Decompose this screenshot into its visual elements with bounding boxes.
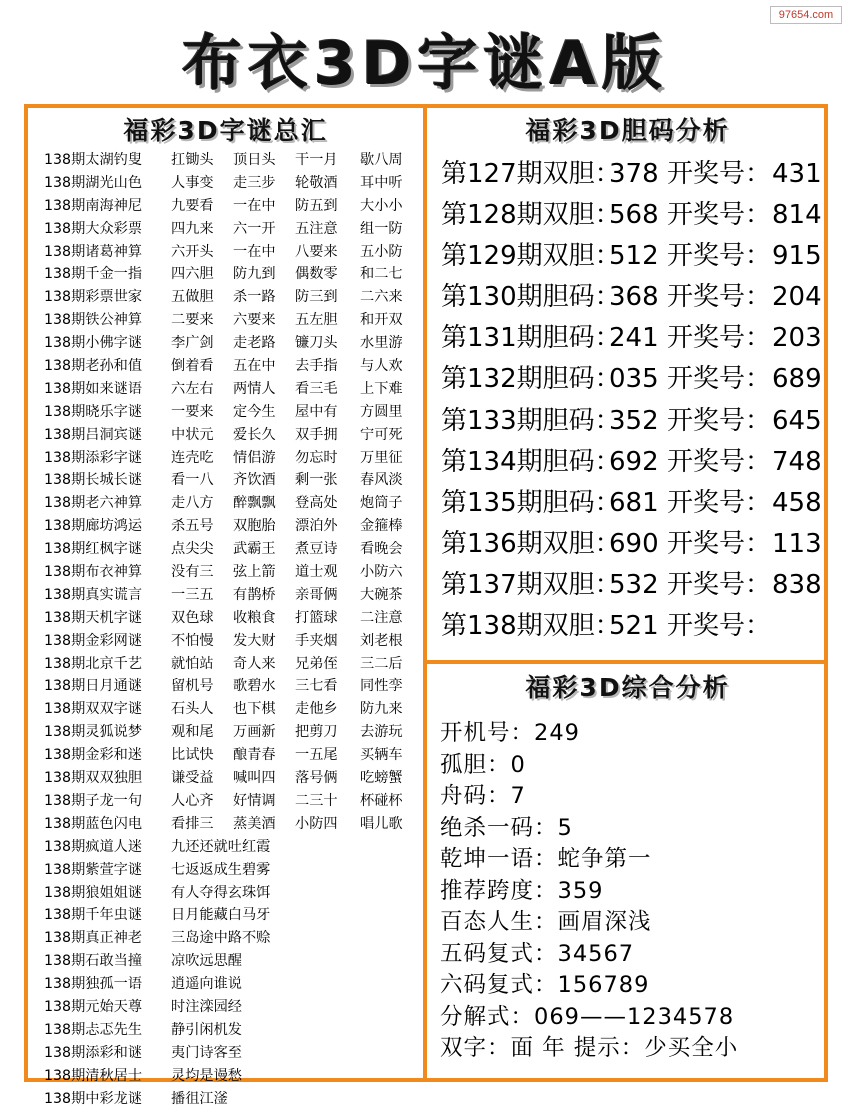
comprehensive-list (440, 718, 825, 1065)
riddle-clue: 定今生 (233, 403, 276, 420)
riddle-source: 138期湖光山色 (44, 174, 143, 191)
riddle-clue: 落号俩 (295, 770, 338, 787)
riddle-clue: 偶数零 (295, 266, 338, 283)
analysis-line: 乾坤一语：蛇争第一 (440, 846, 652, 872)
danma-value: 532 (609, 569, 659, 600)
riddle-source: 138期长城长谜 (44, 472, 143, 489)
riddle-source: 138期老孙和值 (44, 358, 143, 375)
analysis-line: 六码复式：156789 (440, 972, 650, 998)
riddle-source: 138期小佛字谜 (44, 335, 143, 352)
riddle-row (44, 973, 420, 996)
riddle-source: 138期中彩龙谜 (44, 1090, 143, 1105)
riddle-clue: 走八方 (171, 495, 214, 512)
riddle-row (44, 561, 420, 584)
riddle-clue: 唱儿歌 (360, 815, 403, 832)
danma-row (441, 606, 821, 647)
riddle-clue: 四六胆 (171, 266, 214, 283)
danma-row (441, 442, 821, 483)
draw-number-label: 开奖号： (667, 364, 772, 395)
riddle-clue: 六左右 (171, 380, 214, 397)
riddle-clue: 五左胆 (295, 312, 338, 329)
riddle-clue: 倒着看 (171, 358, 214, 375)
riddle-row (44, 1065, 420, 1088)
riddle-clue: 小防四 (295, 815, 338, 832)
riddle-clue: 六一开 (233, 220, 276, 237)
draw-number-label: 开奖号： (667, 569, 772, 600)
riddle-clue: 五做胆 (171, 289, 214, 306)
riddle-source: 138期南海神尼 (44, 197, 143, 214)
analysis-line: 推荐跨度：359 (440, 877, 604, 904)
riddle-clue: 日月能藏白马牙 (171, 907, 271, 924)
riddle-clue: 同性孪 (360, 678, 403, 695)
riddle-clue: 情侣游 (233, 449, 276, 466)
riddle-source: 138期石敢当撞 (44, 953, 143, 970)
riddle-source: 138期子龙一句 (44, 792, 143, 809)
riddle-clue: 看排三 (171, 815, 214, 832)
danma-value: 568 (609, 200, 659, 231)
analysis-line: 分解式：069——1234578 (440, 1003, 735, 1030)
draw-number-value: 689 (772, 364, 822, 395)
riddle-source: 138期蓝色闪电 (44, 815, 143, 832)
riddle-clue: 与人欢 (360, 358, 403, 375)
riddle-row (44, 790, 420, 813)
danma-period-label: 第138期双胆： (441, 611, 621, 642)
riddle-clue: 齐饮酒 (233, 472, 276, 489)
draw-number-label: 开奖号： (667, 611, 772, 642)
riddle-clue: 三七看 (295, 678, 338, 695)
riddle-clue: 看一八 (171, 472, 214, 489)
danma-row (441, 236, 821, 277)
danma-period-label: 第129期双胆： (441, 241, 621, 272)
riddle-source: 138期独孤一语 (44, 976, 143, 993)
riddle-row (44, 584, 420, 607)
riddle-clue: 防九来 (360, 701, 403, 718)
danma-period-label: 第131期胆码： (441, 323, 621, 354)
riddle-row (44, 675, 420, 698)
draw-number-value: 113 (772, 528, 822, 559)
comprehensive-analysis-title: 福彩3D综合分析 (525, 673, 730, 702)
riddle-clue: 顶日头 (233, 152, 276, 168)
riddle-clue: 买辆车 (360, 747, 403, 764)
riddle-clue: 弦上箭 (233, 564, 276, 581)
danma-period-label: 第135期胆码： (441, 487, 621, 518)
riddle-clue: 五在中 (233, 358, 276, 375)
riddle-clue: 凉吹远思醒 (171, 953, 242, 970)
riddle-clue: 酿青春 (233, 747, 276, 764)
riddle-source: 138期双双独胆 (44, 770, 143, 787)
riddle-source: 138期如来谜语 (44, 380, 143, 397)
riddle-source: 138期日月通谜 (44, 678, 143, 695)
riddle-row (44, 607, 420, 630)
riddle-row (44, 172, 420, 195)
riddle-clue: 和开双 (360, 312, 403, 329)
riddle-clue: 大碗茶 (360, 586, 403, 603)
riddle-source: 138期真正神老 (44, 930, 143, 947)
riddle-clue: 一要来 (171, 403, 214, 420)
riddle-row (44, 882, 420, 905)
riddle-source: 138期灵狐说梦 (44, 724, 143, 741)
danma-row (441, 565, 821, 606)
draw-number-value: 748 (772, 446, 822, 477)
riddle-row (44, 263, 420, 286)
riddle-source: 138期彩票世家 (44, 289, 143, 306)
riddle-source: 138期太湖钓叟 (44, 152, 143, 168)
riddle-row (44, 996, 420, 1019)
riddle-clue: 爱长久 (233, 426, 276, 443)
riddle-clue: 二要来 (171, 312, 214, 329)
riddle-source: 138期真实谎言 (44, 586, 143, 603)
danma-value: 521 (609, 611, 659, 642)
riddle-clue: 比试快 (171, 747, 214, 764)
riddle-clue: 走三步 (233, 174, 276, 191)
riddle-row (44, 195, 420, 218)
riddle-clue: 登高处 (295, 495, 338, 512)
draw-number-value: 814 (772, 200, 822, 231)
riddle-clue: 石头人 (171, 701, 214, 718)
riddle-clue: 大小小 (360, 197, 403, 214)
riddle-clue: 金箍棒 (360, 518, 403, 535)
column-divider (423, 104, 427, 1082)
riddle-row (44, 515, 420, 538)
danma-period-label: 第132期胆码： (441, 364, 621, 395)
danma-value: 035 (609, 364, 659, 395)
draw-number-label: 开奖号： (667, 200, 772, 231)
danma-row (441, 277, 821, 318)
riddle-source: 138期大众彩票 (44, 220, 143, 237)
riddle-clue: 小防六 (360, 564, 403, 581)
riddle-clue: 万里征 (360, 449, 403, 466)
riddle-clue: 也下棋 (233, 701, 276, 718)
riddle-clue: 醉飘飘 (233, 495, 276, 512)
riddle-row (44, 767, 420, 790)
riddle-clue: 发大财 (233, 632, 276, 649)
riddle-clue: 时注滦园经 (171, 998, 242, 1015)
riddle-source: 138期元始天尊 (44, 998, 143, 1015)
riddle-row (44, 1042, 420, 1065)
riddle-clue: 杀一路 (233, 289, 276, 306)
riddle-clue: 勿忘时 (295, 449, 338, 466)
danma-value: 352 (609, 405, 659, 436)
riddle-clue: 播徂江滏 (171, 1090, 228, 1105)
riddle-clue: 蒸美酒 (233, 815, 276, 832)
riddle-clue: 三二后 (360, 655, 403, 672)
riddle-clue: 没有三 (171, 564, 214, 581)
danma-value: 368 (609, 282, 659, 313)
analysis-line: 五码复式：34567 (440, 940, 635, 967)
riddle-clue: 六开头 (171, 243, 214, 260)
riddle-clue: 防三到 (295, 289, 338, 306)
riddle-clue: 留机号 (171, 678, 214, 695)
riddle-clue: 兄弟侄 (295, 655, 338, 672)
riddle-clue: 二注意 (360, 609, 403, 626)
riddle-source: 138期晓乐字谜 (44, 403, 143, 420)
site-watermark: 97654.com (770, 6, 842, 24)
draw-number-label: 开奖号： (667, 323, 772, 354)
draw-number-label: 开奖号： (667, 405, 772, 436)
danma-value: 681 (609, 487, 659, 518)
riddle-clue: 手夹烟 (295, 632, 338, 649)
riddle-clue: 杯碰杯 (360, 792, 403, 809)
analysis-line: 绝杀一码：5 (440, 814, 573, 841)
riddle-clue: 防五到 (295, 197, 338, 214)
riddle-clue: 歌碧水 (233, 678, 276, 695)
riddle-row (44, 653, 420, 676)
riddle-source: 138期疯道人迷 (44, 838, 143, 855)
riddle-clue: 谦受益 (171, 770, 214, 787)
riddle-summary-title: 福彩3D字谜总汇 (123, 116, 328, 145)
riddle-clue: 干一月 (295, 152, 338, 168)
danma-period-label: 第128期双胆： (441, 200, 621, 231)
riddle-clue: 一三五 (171, 586, 214, 603)
riddle-clue: 一在中 (233, 243, 276, 260)
riddle-clue: 组一防 (360, 220, 403, 237)
riddle-clue: 把剪刀 (295, 724, 338, 741)
page-title: 布衣3D字谜A版 (182, 29, 668, 99)
riddle-source: 138期廊坊鸿运 (44, 518, 143, 535)
riddle-row (44, 241, 420, 264)
riddle-clue: 看三毛 (295, 380, 338, 397)
riddle-clue: 炮筒子 (360, 495, 403, 512)
riddle-source: 138期老六神算 (44, 495, 143, 512)
riddle-clue: 双手拥 (295, 426, 338, 443)
danma-period-label: 第130期胆码： (441, 282, 621, 313)
draw-number-label: 开奖号： (667, 528, 772, 559)
riddle-source: 138期千金一指 (44, 266, 143, 283)
riddle-clue: 漂泊外 (295, 518, 338, 535)
riddle-source: 138期双双字谜 (44, 701, 143, 718)
analysis-line: 开机号：249 (440, 720, 580, 746)
draw-number-label: 开奖号： (667, 446, 772, 477)
riddle-row (44, 927, 420, 950)
riddle-row (44, 469, 420, 492)
riddle-source: 138期千年虫谜 (44, 907, 143, 924)
riddle-clue: 点尖尖 (171, 541, 214, 558)
riddle-clue: 方圆里 (360, 403, 403, 420)
riddle-list (44, 149, 420, 1105)
riddle-clue: 六要来 (233, 312, 276, 329)
draw-number-value: 431 (772, 159, 822, 189)
riddle-clue: 喊叫四 (233, 770, 276, 787)
riddle-clue: 好情调 (233, 792, 276, 809)
riddle-row (44, 836, 420, 859)
riddle-row (44, 630, 420, 653)
riddle-clue: 轮敬酒 (295, 174, 338, 191)
riddle-row (44, 332, 420, 355)
riddle-clue: 三岛途中路不赊 (171, 930, 271, 947)
danma-period-label: 第127期双胆： (441, 159, 621, 189)
draw-number-label: 开奖号： (667, 159, 772, 189)
riddle-row (44, 424, 420, 447)
riddle-clue: 防九到 (233, 266, 276, 283)
riddle-row (44, 149, 420, 172)
riddle-clue: 道士观 (295, 564, 338, 581)
draw-number-value: 645 (772, 405, 822, 436)
riddle-clue: 去手指 (295, 358, 338, 375)
riddle-clue: 人事变 (171, 174, 214, 191)
riddle-row (44, 309, 420, 332)
danma-row (441, 195, 821, 236)
riddle-clue: 收粮食 (233, 609, 276, 626)
riddle-source: 138期吕洞宾谜 (44, 426, 143, 443)
danma-period-label: 第134期胆码： (441, 446, 621, 477)
draw-number-value: 204 (772, 282, 822, 313)
riddle-clue: 宁可死 (360, 426, 403, 443)
riddle-row (44, 378, 420, 401)
draw-number-label: 开奖号： (667, 282, 772, 313)
riddle-clue: 歇八周 (360, 152, 403, 168)
analysis-line: 双字：面 年 提示：少买全小 (440, 1035, 739, 1061)
draw-number-label: 开奖号： (667, 487, 772, 518)
riddle-row (44, 538, 420, 561)
riddle-source: 138期狼姐姐谜 (44, 884, 143, 901)
riddle-row (44, 904, 420, 927)
danma-value: 692 (609, 446, 659, 477)
riddle-clue: 看晚会 (360, 541, 403, 558)
riddle-clue: 和二七 (360, 266, 403, 283)
riddle-clue: 去游玩 (360, 724, 403, 741)
riddle-row (44, 218, 420, 241)
riddle-clue: 杀五号 (171, 518, 214, 535)
riddle-clue: 二三十 (295, 792, 338, 809)
danma-row (441, 401, 821, 442)
analysis-line: 孤胆：0 (440, 751, 526, 778)
riddle-clue: 中状元 (171, 426, 214, 443)
riddle-row (44, 1088, 420, 1105)
riddle-clue: 走老路 (233, 335, 276, 352)
riddle-clue: 扛锄头 (171, 152, 214, 168)
danma-value: 241 (609, 323, 659, 354)
danma-list (441, 154, 821, 647)
riddle-clue: 二六来 (360, 289, 403, 306)
riddle-source: 138期金彩和迷 (44, 747, 143, 764)
riddle-source: 138期红枫字谜 (44, 541, 143, 558)
riddle-clue: 九要看 (171, 197, 214, 214)
riddle-clue: 静引闲机发 (171, 1021, 242, 1038)
riddle-source: 138期布衣神算 (44, 564, 143, 581)
riddle-row (44, 447, 420, 470)
riddle-clue: 观和尾 (171, 724, 214, 741)
riddle-row (44, 721, 420, 744)
riddle-row (44, 1019, 420, 1042)
riddle-clue: 双色球 (171, 609, 214, 626)
riddle-row (44, 744, 420, 767)
riddle-clue: 人心齐 (171, 792, 214, 809)
riddle-clue: 打篮球 (295, 609, 338, 626)
riddle-clue: 武霸王 (233, 541, 276, 558)
analysis-line: 百态人生：画眉深浅 (440, 909, 652, 935)
danma-row (441, 483, 821, 524)
riddle-clue: 万画新 (233, 724, 276, 741)
danma-period-label: 第133期胆码： (441, 405, 621, 436)
riddle-clue: 五注意 (295, 220, 338, 237)
riddle-source: 138期添彩字谜 (44, 449, 143, 466)
riddle-clue: 九还还就吐红霞 (171, 838, 271, 855)
riddle-clue: 煮豆诗 (295, 541, 338, 558)
riddle-row (44, 401, 420, 424)
riddle-row (44, 813, 420, 836)
riddle-clue: 亲哥俩 (295, 586, 338, 603)
riddle-source: 138期金彩网谜 (44, 632, 143, 649)
riddle-row (44, 859, 420, 882)
danma-row (441, 359, 821, 400)
riddle-clue: 刘老根 (360, 632, 403, 649)
draw-number-label: 开奖号： (667, 241, 772, 272)
danma-period-label: 第137期双胆： (441, 569, 621, 600)
riddle-row (44, 492, 420, 515)
danma-row (441, 318, 821, 359)
riddle-clue: 灵均是谩愁 (171, 1067, 242, 1084)
riddle-clue: 一在中 (233, 197, 276, 214)
riddle-clue: 奇人来 (233, 655, 276, 672)
danma-row (441, 154, 821, 195)
riddle-row (44, 950, 420, 973)
danma-value: 378 (609, 159, 659, 189)
riddle-clue: 八要来 (295, 243, 338, 260)
riddle-clue: 有人夺得玄珠饵 (171, 884, 271, 901)
section-divider (423, 660, 828, 664)
analysis-line: 舟码：7 (440, 783, 526, 809)
riddle-source: 138期紫萱字谜 (44, 861, 143, 878)
riddle-clue: 屋中有 (295, 403, 338, 420)
riddle-clue: 李广剑 (171, 335, 214, 352)
riddle-source: 138期清秋居士 (44, 1067, 143, 1084)
riddle-clue: 五小防 (360, 243, 403, 260)
riddle-clue: 一五尾 (295, 747, 338, 764)
riddle-clue: 剩一张 (295, 472, 338, 489)
riddle-clue: 走他乡 (295, 701, 338, 718)
riddle-clue: 逍遥向谁说 (171, 976, 242, 993)
riddle-clue: 四九来 (171, 220, 214, 237)
riddle-clue: 不怕慢 (171, 632, 214, 649)
danma-period-label: 第136期双胆： (441, 528, 621, 559)
riddle-row (44, 286, 420, 309)
draw-number-value: 838 (772, 569, 822, 600)
danma-value: 690 (609, 528, 659, 559)
riddle-clue: 耳中听 (360, 174, 403, 191)
riddle-row (44, 698, 420, 721)
riddle-clue: 两情人 (233, 380, 276, 397)
riddle-clue: 就怕站 (171, 655, 214, 672)
riddle-clue: 吃螃蟹 (360, 770, 403, 787)
danma-value: 512 (609, 241, 659, 272)
draw-number-value: 458 (772, 487, 822, 518)
riddle-source: 138期忐忑先生 (44, 1021, 143, 1038)
riddle-clue: 七返返成生碧雾 (171, 861, 271, 878)
riddle-clue: 双胞胎 (233, 518, 276, 535)
riddle-clue: 水里游 (360, 335, 403, 352)
riddle-source: 138期天机字谜 (44, 609, 143, 626)
danma-analysis-title: 福彩3D胆码分析 (525, 116, 730, 145)
riddle-row (44, 355, 420, 378)
riddle-source: 138期铁公神算 (44, 312, 143, 329)
riddle-source: 138期诸葛神算 (44, 243, 143, 260)
riddle-clue: 镰刀头 (295, 335, 338, 352)
draw-number-value: 915 (772, 241, 822, 272)
riddle-clue: 上下难 (360, 380, 403, 397)
riddle-source: 138期添彩和谜 (44, 1044, 143, 1061)
riddle-clue: 连壳吃 (171, 449, 214, 466)
riddle-clue: 有鹊桥 (233, 586, 276, 603)
riddle-clue: 春风淡 (360, 472, 403, 489)
riddle-clue: 夷门诗客至 (171, 1044, 242, 1061)
riddle-source: 138期北京千艺 (44, 655, 143, 672)
draw-number-value: 203 (772, 323, 822, 354)
danma-row (441, 524, 821, 565)
